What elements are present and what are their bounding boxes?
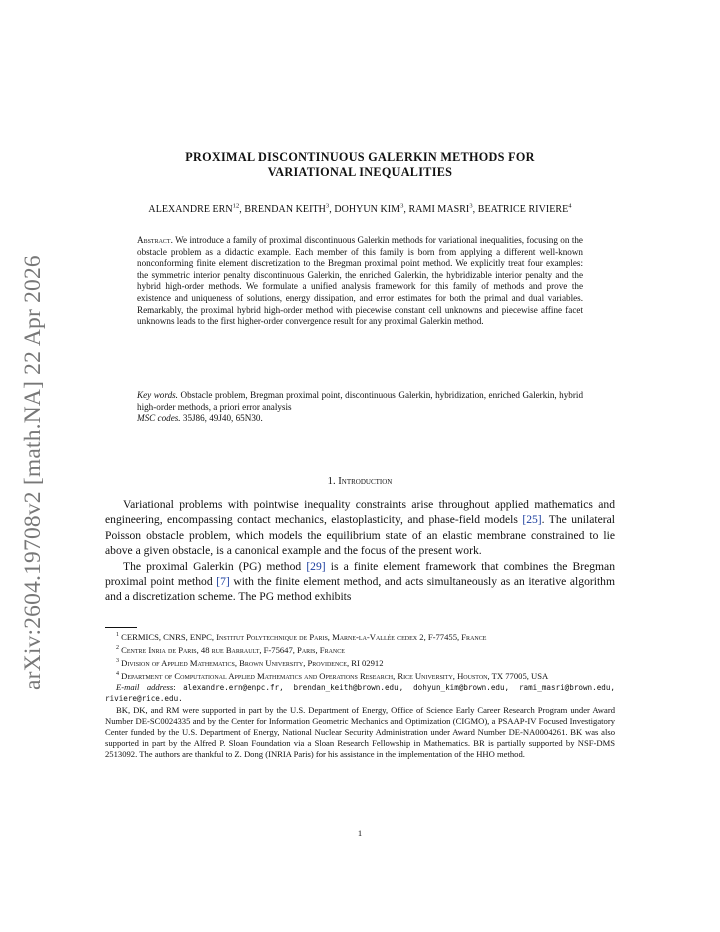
section-number: 1. <box>327 476 336 487</box>
msc-label: MSC codes. <box>137 413 181 424</box>
page-number: 1 <box>357 828 363 838</box>
citation-link[interactable]: [25] <box>522 513 542 527</box>
email-addresses[interactable]: alexandre.ern@enpc.fr, brendan_keith@brown.edu, dohyun_kim@brown.edu, rami_masri@brown.edu, riviere@rice.edu. <box>105 683 615 704</box>
msc-text: 35J86, 49J40, 65N30. <box>182 413 263 424</box>
author: BEATRICE RIVIERE$^4$ <box>477 203 572 216</box>
keywords <box>137 390 583 413</box>
section-heading <box>105 476 615 487</box>
section-title: Introduction <box>338 476 393 487</box>
author: DOHYUN KIM$^3$, <box>334 203 409 216</box>
citation-link[interactable]: [7] <box>216 575 230 589</box>
footnote-rule <box>105 627 137 628</box>
abstract-text: We introduce a family of proximal discontinuous Galerkin methods for variational inequalities, focusing on the obstacle problem as a didactic example. Each member of this family is born from applying a different well-known nonconforming finite element discretization to the Bregman proximal point method. We explicitly treat four examples: the symmetric interior penalty discontinuous Galerkin, the enriched Galerkin, the hybridizable interior penalty and the hybrid high-order methods. We formulate a unified analysis framework for this family of methods and prove the existence and uniqueness of solutions, energy dissipation, and error estimates for both the primal and dual variables. Remarkably, the proximal hybrid high-order method with piecewise constant cell unknowns and piecewise affine facet unknowns leads to the first higher-order convergence result for any proximal Galerkin method. <box>137 235 583 327</box>
author: RAMI MASRI$^3$, <box>408 203 478 216</box>
citation-link[interactable]: [29] <box>306 559 326 573</box>
title-line-1: PROXIMAL DISCONTINUOUS GALERKIN METHODS FOR <box>185 150 535 164</box>
author: BRENDAN KEITH$^3$, <box>244 203 335 216</box>
funding-footnote: BK, DK, and RM were supported in part by the U.S. Department of Energy, Office of Science Early Career Research Program under Award Number DE-SC0024335 and by the Center for Information Geometric Mechanics and Optimization (CIGMO), a PSAAP-IV Focused Investigatory Center funded by the U.S. Department of Energy, National Nuclear Security Administration under Award Number DE-NA0004261. BK was also supported in part by the Alfred P. Sloan Foundation via a Sloan Research Fellowship in Mathematics. BR is partially supported by NSF-DMS 2513092. The authors are thankful to Z. Dong (INRIA Paris) for his assistance in the implementation of the HHO method. <box>105 704 615 760</box>
title-line-2: VARIATIONAL INEQUALITIES <box>267 165 453 179</box>
paragraph: The proximal Galerkin (PG) method [29] is a finite element framework that combines the Bregman proximal point method [7] with the finite element method, and acts simultaneously as an iterative algorithm and a discretization scheme. The PG method exhibits <box>105 559 615 604</box>
body-text <box>105 497 615 605</box>
author: ALEXANDRE ERN$^{12}$, <box>148 203 245 216</box>
abstract-label: Abstract. <box>137 235 173 245</box>
email-footnote: E-mail address: alexandre.ern@enpc.fr, brendan_keith@brown.edu, dohyun_kim@brown.edu, rami_masri@brown.edu, riviere@rice.edu. <box>105 682 615 704</box>
footnotes <box>105 630 615 761</box>
footnote: $^2$ Centre Inria de Paris, 48 rue Barrault, F-75647, Paris, France <box>116 644 345 655</box>
footnote: $^1$ CERMICS, CNRS, ENPC, Institut Polytechnique de Paris, Marne-la-Vallée cedex 2, F-77455, France <box>116 631 487 642</box>
footnote: $^4$ Department of Computational Applied Mathematics and Operations Research, Rice University, Houston, TX 77005, USA <box>116 671 549 682</box>
paper-title <box>105 150 615 180</box>
keywords-text: Obstacle problem, Bregman proximal point, discontinuous Galerkin, hybridization, enriched Galerkin, hybrid high-order methods, a priori error analysis <box>137 390 584 412</box>
paragraph: Variational problems with pointwise inequality constraints arise throughout applied mathematics and engineering, encompassing contact mechanics, elastoplasticity, and phase-field models [25]. The unilateral Poisson obstacle problem, which models the equilibrium state of an elastic membrane constrained to lie above a given obstacle, is a canonical example and the focus of the present work. <box>105 498 615 558</box>
keywords-label: Key words. <box>137 390 178 400</box>
abstract <box>137 235 583 328</box>
arxiv-identifier: arXiv:2604.19708v2 [math.NA] 22 Apr 2026 <box>20 255 46 690</box>
msc-codes <box>137 413 583 425</box>
keywords-block <box>137 390 583 425</box>
footnote: $^3$ Division of Applied Mathematics, Brown University, Providence, RI 02912 <box>116 657 384 668</box>
author-list <box>105 203 615 215</box>
